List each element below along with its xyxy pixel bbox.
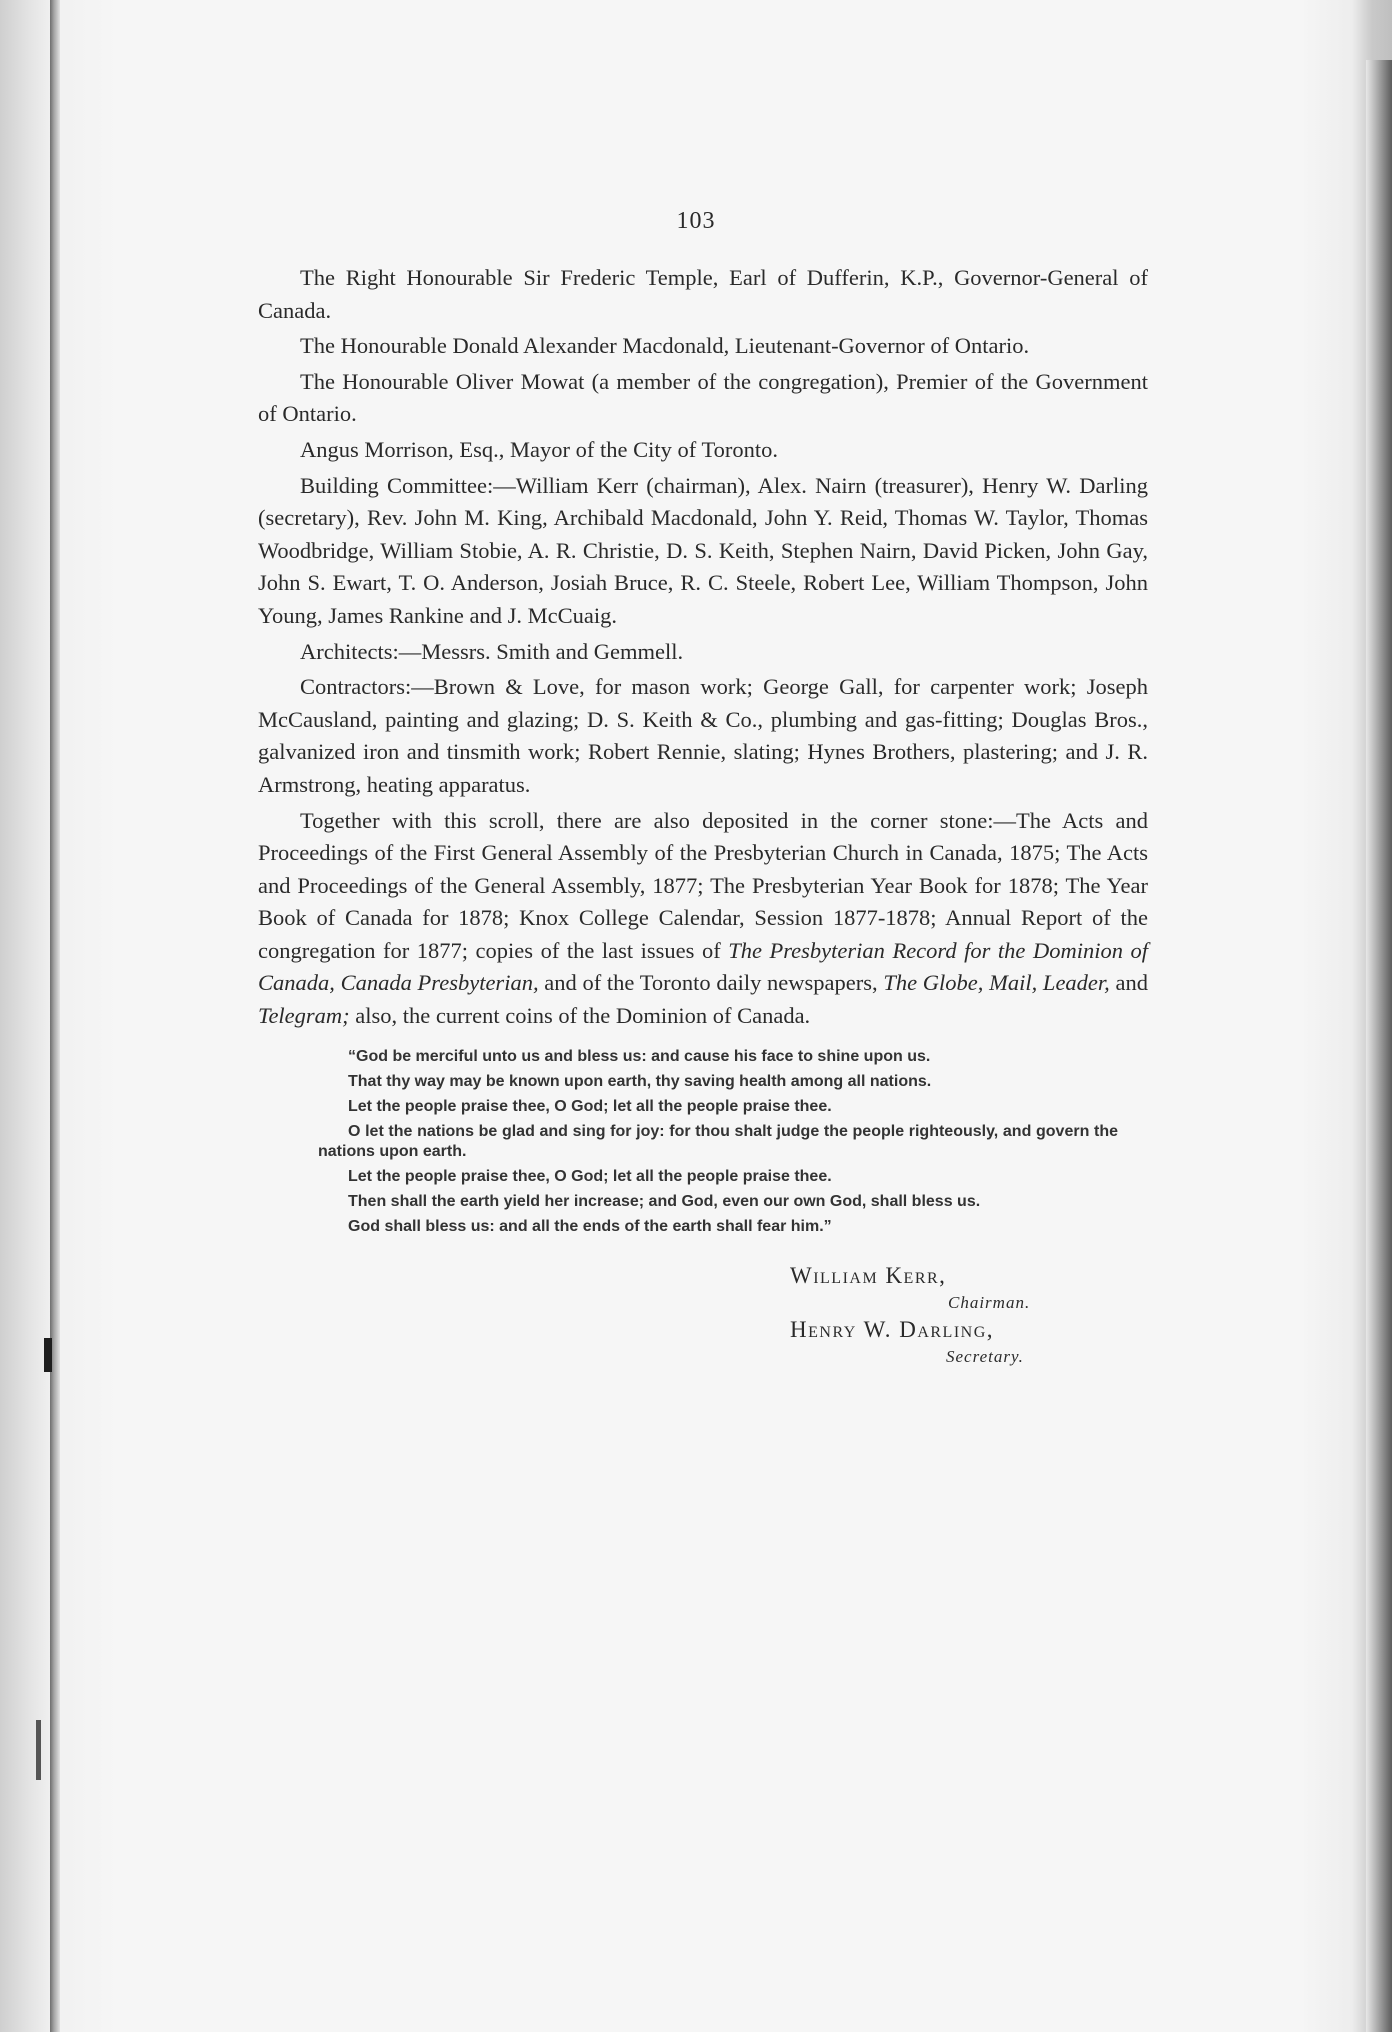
page-number: 103 [676, 208, 716, 234]
scan-mark [44, 1338, 52, 1372]
deposit-italic-title: The Presbyterian Record for the Dominion of Canada, Canada Presbyterian, [258, 937, 1148, 996]
quote-line: Let the people praise thee, O God; let all the people praise thee. [348, 1167, 832, 1185]
signatory-title: Chairman. [948, 1292, 1031, 1312]
paragraph: Angus Morrison, Esq., Mayor of the City of Toronto. [300, 436, 778, 462]
quote-line: That thy way may be known upon earth, thy saving health among all nations. [348, 1072, 932, 1090]
page-body [258, 262, 1148, 1413]
deposit-text: also, the current coins of the Dominion of Canada. [349, 1003, 811, 1029]
paragraph: The Honourable Donald Alexander Macdonald, Lieutenant-Governor of Ontario. [300, 333, 1030, 359]
page-left-edge [50, 0, 60, 2032]
paragraph: Building Committee:—William Kerr (chairman), Alex. Nairn (treasurer), Henry W. Darling (secretary), Rev. John M. King, Archibald Macdonald, John Y. Reid, Thomas W. Taylor, Thomas Woodbridge, William Stobie, A. R. Christie, D. S. Keith, Stephen Nairn, David Picken, John Gay, John S. Ewart, T. O. Anderson, Josiah Bruce, R. C. Steele, Robert Lee, William Thompson, John Young, James Rankine and J. McCuaig. [258, 472, 1148, 628]
quote-line: O let the nations be glad and sing for joy: for thou shalt judge the people righteously, and govern the nations upon earth. [318, 1122, 1118, 1160]
deposit-italic-title: Telegram; [258, 1003, 350, 1029]
quote-line: Then shall the earth yield her increase; and God, even our own God, shall bless us. [348, 1192, 981, 1210]
paragraph: The Honourable Oliver Mowat (a member of the congregation), Premier of the Government of Ontario. [258, 368, 1148, 427]
quote-line: “God be merciful unto us and bless us: and cause his face to shine upon us. [348, 1047, 931, 1065]
deposit-text: and of the Toronto daily newspapers, [538, 970, 884, 996]
quote-line: Let the people praise thee, O God; let all the people praise thee. [348, 1097, 832, 1115]
psalm-quote [318, 1047, 1118, 1237]
signature-block [258, 1263, 1148, 1413]
paragraph: Contractors:—Brown & Love, for mason work; George Gall, for carpenter work; Joseph McCausland, painting and glazing; D. S. Keith & Co., plumbing and gas-fitting; Douglas Bros., galvanized iron and tinsmith work; Robert Rennie, slating; Hynes Brothers, plastering; and J. R. Armstrong, heating apparatus. [258, 674, 1148, 797]
signatory-name: Henry W. Darling, [790, 1316, 995, 1342]
page-right-edge [1366, 60, 1392, 2032]
scan-mark [36, 1720, 41, 1780]
signatory-title: Secretary. [946, 1346, 1024, 1366]
deposit-text: Together with this scroll, there are also deposited in the corner stone:—The Acts and Proceedings of the First General Assembly of the Presbyterian Church in Canada, 1875; The Acts and Proceedings of the General Assembly, 1877; The Presbyterian Year Book for 1878; The Year Book of Canada for 1878; Knox College Calendar, Session 1877-1878; Annual Report of the congregation for 1877; copies of the last issues of [258, 807, 1148, 963]
signatory-name: William Kerr, [790, 1262, 947, 1288]
deposit-text: and [1109, 970, 1149, 996]
deposit-paragraph [258, 805, 1148, 1033]
quote-line: God shall bless us: and all the ends of the earth shall fear him.” [348, 1217, 832, 1235]
paragraph: Architects:—Messrs. Smith and Gemmell. [300, 638, 684, 664]
paragraph: The Right Honourable Sir Frederic Temple, Earl of Dufferin, K.P., Governor-General of Canada. [258, 265, 1148, 323]
deposit-italic-title: The Globe, Mail, Leader, [883, 970, 1110, 996]
